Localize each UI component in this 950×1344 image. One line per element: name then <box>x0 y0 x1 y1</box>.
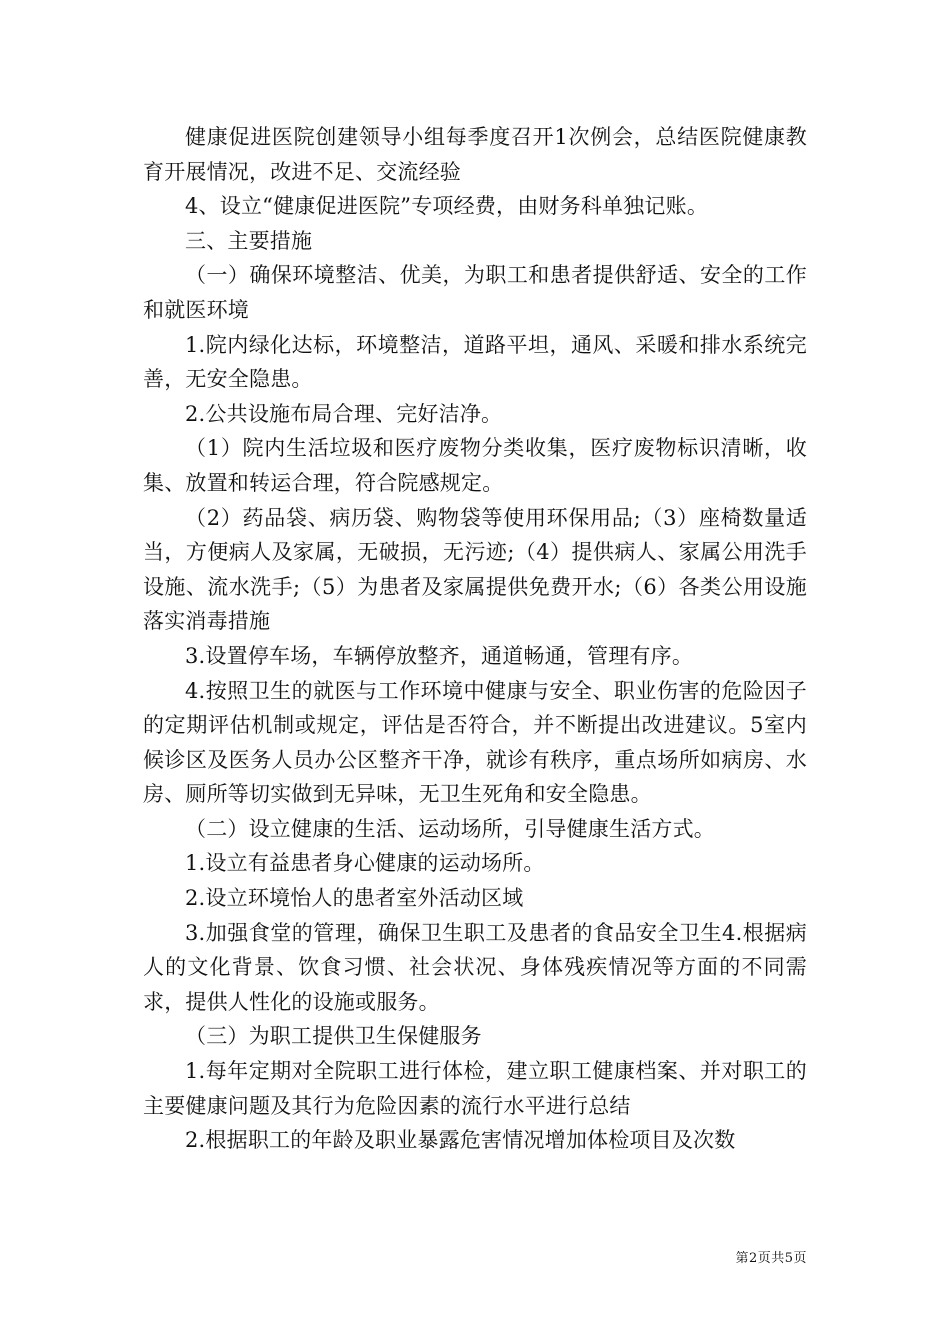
section-heading: 三、主要措施 <box>185 228 313 253</box>
subsection-heading: （三）为职工提供卫生保健服务 <box>185 1024 482 1049</box>
paragraph: 1.院内绿化达标，环境整洁，道路平坦，通风、采暖和排水系统完善，无安全隐患。 <box>143 332 807 392</box>
paragraph: 1.每年定期对全院职工进行体检，建立职工健康档案、并对职工的主要健康问题及其行为危险因素的流行水平进行总结 <box>143 1059 807 1118</box>
paragraph: 2.设立环境怡人的患者室外活动区域 <box>185 886 524 911</box>
subsection-heading: （二）设立健康的生活、运动场所，引导健康生活方式。 <box>185 816 715 841</box>
paragraph: 2.根据职工的年龄及职业暴露危害情况增加体检项目及次数 <box>185 1128 736 1153</box>
paragraph: （1）院内生活垃圾和医疗废物分类收集，医疗废物标识清晰，收集、放置和转运合理，符合院感规定。 <box>143 436 807 495</box>
page-number: 第2页共5页 <box>735 1251 807 1266</box>
paragraph: （2）药品袋、病历袋、购物袋等使用环保用品;（3）座椅数量适当，方便病人及家属，无破损，无污迹;（4）提供病人、家属公用洗手设施、流水洗手;（5）为患者及家属提供免费开水;（6）各类公用设施落实消毒措施 <box>143 505 807 634</box>
paragraph: 健康促进医院创建领导小组每季度召开1次例会，总结医院健康教育开展情况，改进不足、交流经验 <box>143 125 807 184</box>
paragraph: 3.加强食堂的管理，确保卫生职工及患者的食品安全卫生4.根据病人的文化背景、饮食习惯、社会状况、身体残疾情况等方面的不同需求，提供人性化的设施或服务。 <box>143 920 807 1014</box>
paragraph: 1.设立有益患者身心健康的运动场所。 <box>185 851 545 876</box>
paragraph: 4.按照卫生的就医与工作环境中健康与安全、职业伤害的危险因子的定期评估机制或规定，评估是否符合，并不断提出改进建议。5室内候诊区及医务人员办公区整齐干净，就诊有秩序，重点场所如病房、水房、厕所等切实做到无异味，无卫生死角和安全隐患。 <box>143 678 807 807</box>
subsection-heading: （一）确保环境整洁、优美，为职工和患者提供舒适、安全的工作和就医环境 <box>143 263 807 322</box>
document-body <box>143 120 807 1158</box>
paragraph: 4、设立“健康促进医院”专项经费，由财务科单独记账。 <box>185 194 709 219</box>
paragraph: 2.公共设施布局合理、完好洁净。 <box>185 401 503 426</box>
paragraph: 3.设置停车场，车辆停放整齐，通道畅通，管理有序。 <box>185 643 694 668</box>
